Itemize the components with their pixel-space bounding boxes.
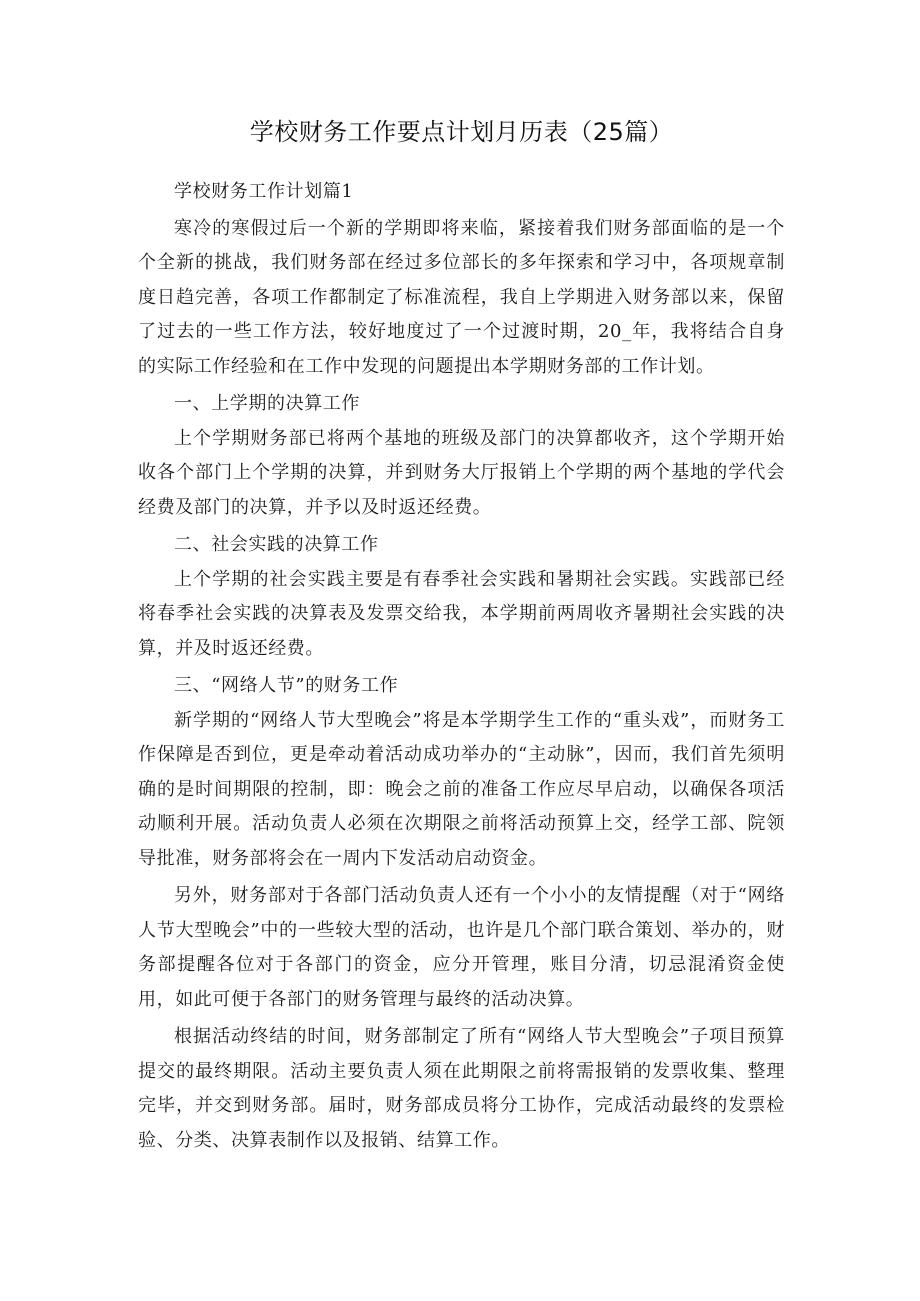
body-network-festival-1: 新学期的“网络人节大型晚会”将是本学期学生工作的“重头戏”，而财务工作保障是否到位，更是牵动着活动成功举办的“主动脉”，因而，我们首先须明确的是时间期限的控制，即：晚会之前的准备工作应尽早启动，以确保各项活动顺利开展。活动负责人必须在次期限之前将活动预算上交，经学工部、院领导批准，财务部将会在一周内下发活动启动资金。 <box>138 709 785 869</box>
heading-settlement: 一、上学期的决算工作 <box>174 393 360 414</box>
body-network-festival-2: 另外，财务部对于各部门活动负责人还有一个小小的友情提醒（对于“网络人节大型晚会”中的一些较大型的活动，也许是几个部门联合策划、举办的，财务部提醒各位对于各部门的资金，应分开管理，账目分清，切忌混淆资金使用，如此可便于各部门的财务管理与最终的活动决算。 <box>138 885 785 1010</box>
heading-social-practice: 二、社会实践的决算工作 <box>174 534 379 555</box>
body-settlement: 上个学期财务部已将两个基地的班级及部门的决算都收齐，这个学期开始收各个部门上个学期的决算，并到财务大厅报销上个学期的两个基地的学代会经费及部门的决算，并予以及时返还经费。 <box>138 427 785 518</box>
intro-paragraph: 寒冷的寒假过后一个新的学期即将来临，紧接着我们财务部面临的是一个个全新的挑战，我们财务部在经过多位部长的多年探索和学习中，各项规章制度日趋完善，各项工作都制定了标准流程，我自上学期进入财务部以来，保留了过去的一些工作方法，较好地度过了一个过渡时期，20_年，我将结合自身的实际工作经验和在工作中发现的问题提出本学期财务部的工作计划。 <box>138 217 785 377</box>
heading-network-festival: 三、“网络人节”的财务工作 <box>174 675 399 696</box>
body-network-festival-3: 根据活动终结的时间，财务部制定了所有“网络人节大型晚会”子项目预算提交的最终期限。活动主要负责人须在此期限之前将需报销的发票收集、整理完毕，并交到财务部。届时，财务部成员将分工协作，完成活动最终的发票检验、分类、决算表制作以及报销、结算工作。 <box>138 1026 785 1151</box>
body-social-practice: 上个学期的社会实践主要是有春季社会实践和暑期社会实践。实践部已经将春季社会实践的决算表及发票交给我，本学期前两周收齐暑期社会实践的决算，并及时返还经费。 <box>138 568 785 659</box>
document-title: 学校财务工作要点计划月历表（25篇） <box>249 118 674 146</box>
section-title: 学校财务工作计划篇1 <box>174 181 354 202</box>
